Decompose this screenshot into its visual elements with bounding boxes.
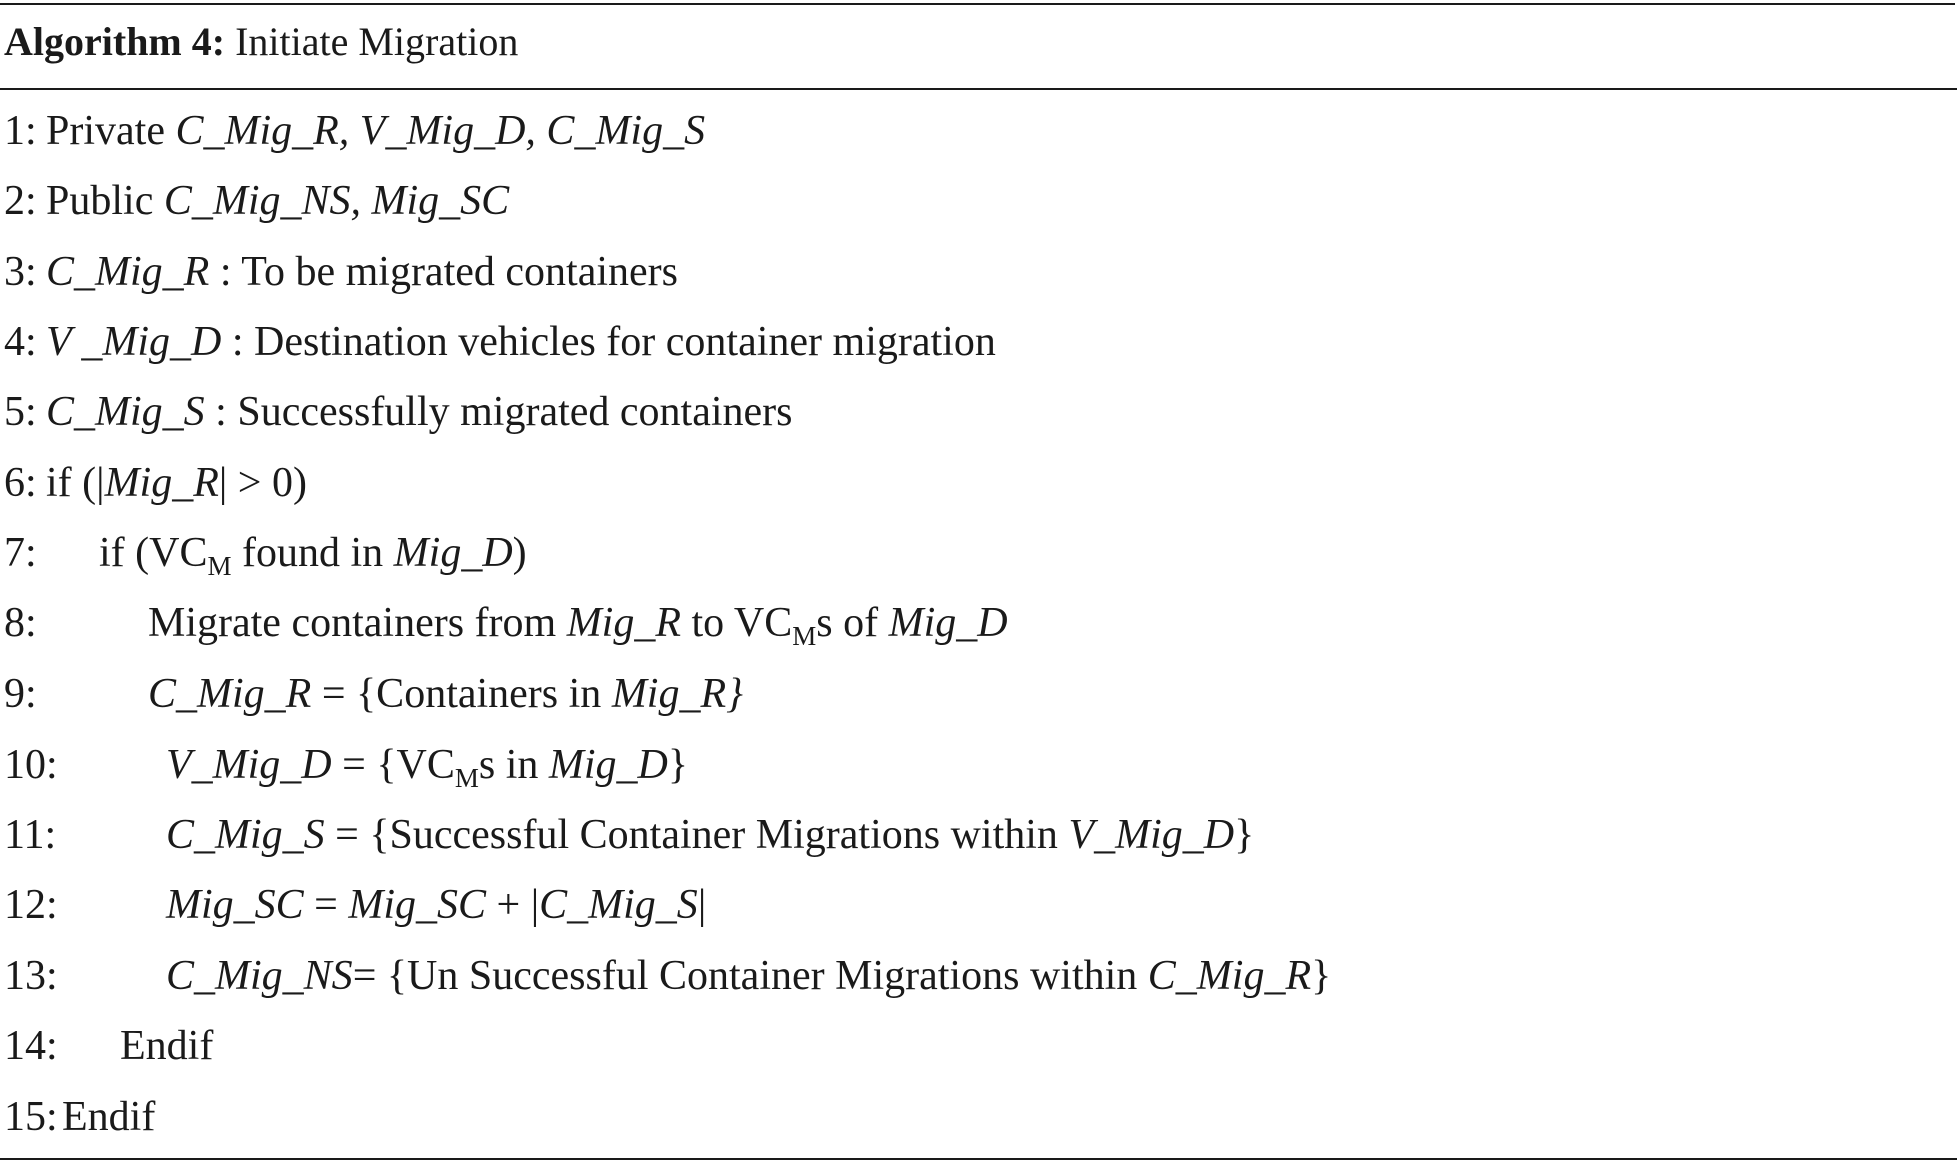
italic-text: Mig_R [566, 600, 681, 646]
algorithm-line [4, 673, 743, 715]
line-text: found in [231, 530, 394, 576]
algorithm-line [4, 814, 1254, 856]
italic-text: V_Mig_D [166, 742, 332, 788]
line-number: 1: [4, 108, 37, 154]
line-number: 5: [4, 389, 37, 435]
italic-text: Mig_D [393, 530, 513, 576]
italic-text: C_Mig_NS, Mig_SC [163, 178, 510, 224]
line-text: Endif [120, 1023, 214, 1069]
header-rule [0, 88, 1957, 90]
algorithm-name: Initiate Migration [235, 19, 519, 64]
line-number: 2: [4, 178, 37, 224]
italic-text: C_Mig_S [539, 882, 698, 928]
italic-text: Mig_SC [166, 882, 304, 928]
line-text: Migrate containers from [148, 600, 567, 646]
line-text: s of [816, 600, 889, 646]
line-number: 10: [4, 742, 58, 788]
subscript-text: M [792, 621, 817, 651]
line-text: | [697, 882, 707, 928]
italic-text: V _Mig_D [46, 319, 222, 365]
line-text: : To be migrated containers [209, 249, 678, 295]
algorithm-title [4, 19, 519, 64]
line-text: to VC [681, 600, 793, 646]
line-text: } [1234, 812, 1255, 858]
line-text: } [1311, 953, 1332, 999]
line-text: } [667, 742, 689, 788]
italic-text: C_Mig_S [166, 812, 325, 858]
subscript-text: M [207, 551, 232, 581]
algorithm-line [4, 251, 678, 293]
line-text: | > 0) [218, 460, 307, 506]
top-rule [0, 3, 1955, 5]
algorithm-line [4, 462, 307, 504]
line-text: + | [486, 882, 540, 928]
italic-text: C_Mig_R [46, 249, 210, 295]
line-number: 8: [4, 600, 37, 646]
line-text: = [303, 882, 349, 928]
italic-text: C_Mig_R [148, 671, 312, 717]
bottom-rule [0, 1158, 1957, 1160]
italic-text: Mig_R} [611, 671, 743, 717]
italic-text: C_Mig_S [46, 389, 205, 435]
line-text: : Successfully migrated containers [204, 389, 793, 435]
italic-text: Mig_SC [348, 882, 487, 928]
line-text: = {Un Successful Container Migrations within [352, 953, 1148, 999]
italic-text: Mig_R [104, 460, 219, 506]
subscript-text: M [454, 763, 479, 793]
line-number: 13: [4, 953, 58, 999]
italic-text: Mig_D [548, 742, 668, 788]
algorithm-line [4, 180, 509, 222]
line-text: s in [478, 742, 549, 788]
line-text: = {Successful Container Migrations within [324, 812, 1069, 858]
algorithm-line [4, 530, 527, 581]
algorithm-line [4, 391, 793, 433]
line-number: 6: [4, 460, 37, 506]
italic-text: C_Mig_R, V_Mig_D, C_Mig_S [175, 108, 706, 154]
line-number: 4: [4, 319, 37, 365]
line-text: = {VC [331, 742, 455, 788]
line-text: : Destination vehicles for container migration [221, 319, 996, 365]
algorithm-line [4, 600, 1008, 651]
algorithm-line [4, 1025, 213, 1067]
italic-text: V_Mig_D [1068, 812, 1235, 858]
algorithm-line [4, 1096, 155, 1138]
line-text: Private [46, 108, 176, 154]
line-text: ) [512, 530, 527, 576]
algorithm-line [4, 321, 996, 363]
algorithm-line [4, 884, 706, 926]
line-text: if (VC [99, 530, 208, 576]
line-number: 9: [4, 671, 37, 717]
line-text: if (| [46, 460, 105, 506]
algorithm-line [4, 955, 1331, 997]
algorithm-line [4, 110, 705, 152]
line-text: Endif [62, 1094, 156, 1140]
line-number: 14: [4, 1023, 58, 1069]
italic-text: Mig_D [888, 600, 1008, 646]
line-text: Public [46, 178, 164, 224]
algorithm-line [4, 742, 689, 793]
line-number: 7: [4, 530, 37, 576]
italic-text: C_Mig_R [1147, 953, 1312, 999]
line-number: 3: [4, 249, 37, 295]
line-text: = {Containers in [311, 671, 612, 717]
italic-text: C_Mig_NS [166, 953, 353, 999]
line-number: 11: [4, 812, 57, 858]
line-number: 12: [4, 882, 58, 928]
line-number: 15: [4, 1094, 58, 1140]
algorithm-label: Algorithm 4: [4, 19, 226, 64]
